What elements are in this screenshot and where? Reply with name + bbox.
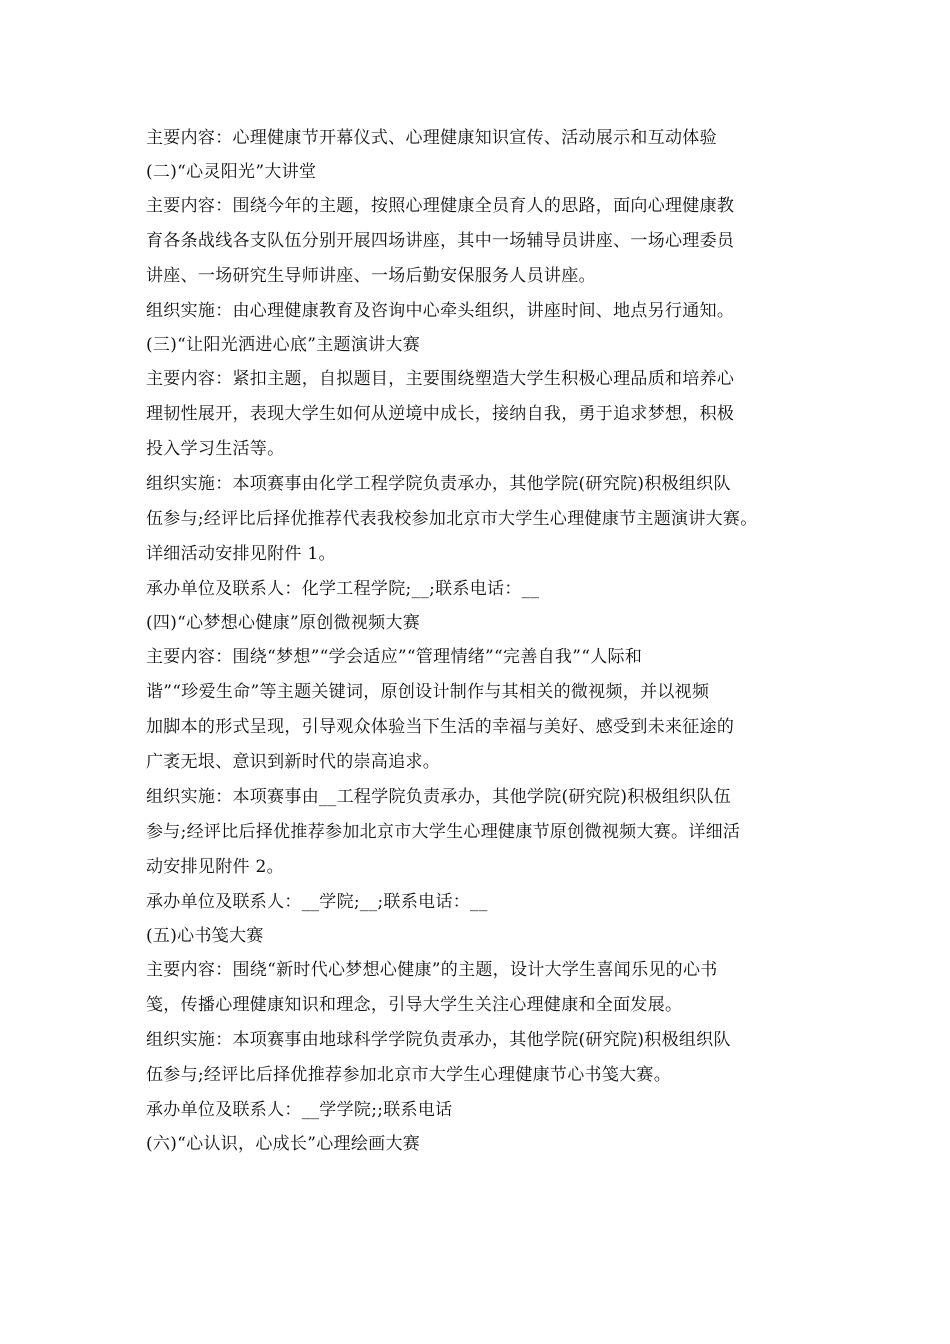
paragraph-line: 动安排见附件 2。 <box>146 857 284 877</box>
paragraph-line: 广袤无垠、意识到新时代的崇高追求。 <box>146 752 441 772</box>
contact-line: 承办单位及联系人：__学院;__;联系电话：__ <box>146 892 488 912</box>
paragraph-line: 主要内容：围绕“新时代心梦想心健康”的主题，设计大学生喜闻乐见的心书 <box>146 960 718 980</box>
section-heading: (五)心书笺大赛 <box>146 926 264 946</box>
paragraph-line: 组织实施：本项赛事由地球科学学院负责承办，其他学院(研究院)积极组织队 <box>146 1030 731 1050</box>
section-heading: (四)“心梦想心健康”原创微视频大赛 <box>146 613 421 633</box>
section-heading: (三)“让阳光洒进心底”主题演讲大赛 <box>146 335 421 355</box>
contact-line: 承办单位及联系人：__学学院;;联系电话 <box>146 1100 453 1120</box>
paragraph-line: 谐”“珍爱生命”等主题关键词，原创设计制作与其相关的微视频，并以视频 <box>146 682 710 702</box>
paragraph-line: 伍参与;经评比后择优推荐参加北京市大学生心理健康节心书笺大赛。 <box>146 1065 672 1085</box>
paragraph-line: 笺，传播心理健康知识和理念，引导大学生关注心理健康和全面发展。 <box>146 995 683 1015</box>
paragraph-line: 加脚本的形式呈现，引导观众体验当下生活的幸福与美好、感受到未来征途的 <box>146 717 735 737</box>
paragraph-line: 主要内容：围绕今年的主题，按照心理健康全员育人的思路，面向心理健康教 <box>146 196 735 216</box>
paragraph-line: 主要内容：心理健康节开幕仪式、心理健康知识宣传、活动展示和互动体验 <box>146 128 717 148</box>
paragraph-line: 主要内容：紧扣主题，自拟题目，主要围绕塑造大学生积极心理品质和培养心 <box>146 369 735 389</box>
paragraph-line: 参与;经评比后择优推荐参加北京市大学生心理健康节原创微视频大赛。详细活 <box>146 822 741 842</box>
paragraph-line: 育各条战线各支队伍分别开展四场讲座，其中一场辅导员讲座、一场心理委员 <box>146 231 735 251</box>
section-heading: (六)“心认识，心成长”心理绘画大赛 <box>146 1134 421 1154</box>
paragraph-line: 讲座、一场研究生导师讲座、一场后勤安保服务人员讲座。 <box>146 266 596 286</box>
paragraph-line: 组织实施：由心理健康教育及咨询中心牵头组织，讲座时间、地点另行通知。 <box>146 301 735 321</box>
paragraph-line: 主要内容：围绕“梦想”“学会适应”“管理情绪”“完善自我”“人际和 <box>146 647 643 667</box>
paragraph-line: 投入学习生活等。 <box>146 439 285 459</box>
paragraph-line: 组织实施：本项赛事由__工程学院负责承办，其他学院(研究院)积极组织队伍 <box>146 787 732 807</box>
section-heading: (二)“心灵阳光”大讲堂 <box>146 162 317 182</box>
paragraph-line: 组织实施：本项赛事由化学工程学院负责承办，其他学院(研究院)积极组织队 <box>146 474 731 494</box>
contact-line: 承办单位及联系人：化学工程学院;__;联系电话：__ <box>146 579 540 599</box>
paragraph-line: 理韧性展开，表现大学生如何从逆境中成长，接纳自我，勇于追求梦想，积极 <box>146 404 735 424</box>
paragraph-line: 详细活动安排见附件 1。 <box>146 544 336 564</box>
document-body <box>146 121 826 1161</box>
paragraph-line: 伍参与;经评比后择优推荐代表我校参加北京市大学生心理健康节主题演讲大赛。 <box>146 509 758 529</box>
